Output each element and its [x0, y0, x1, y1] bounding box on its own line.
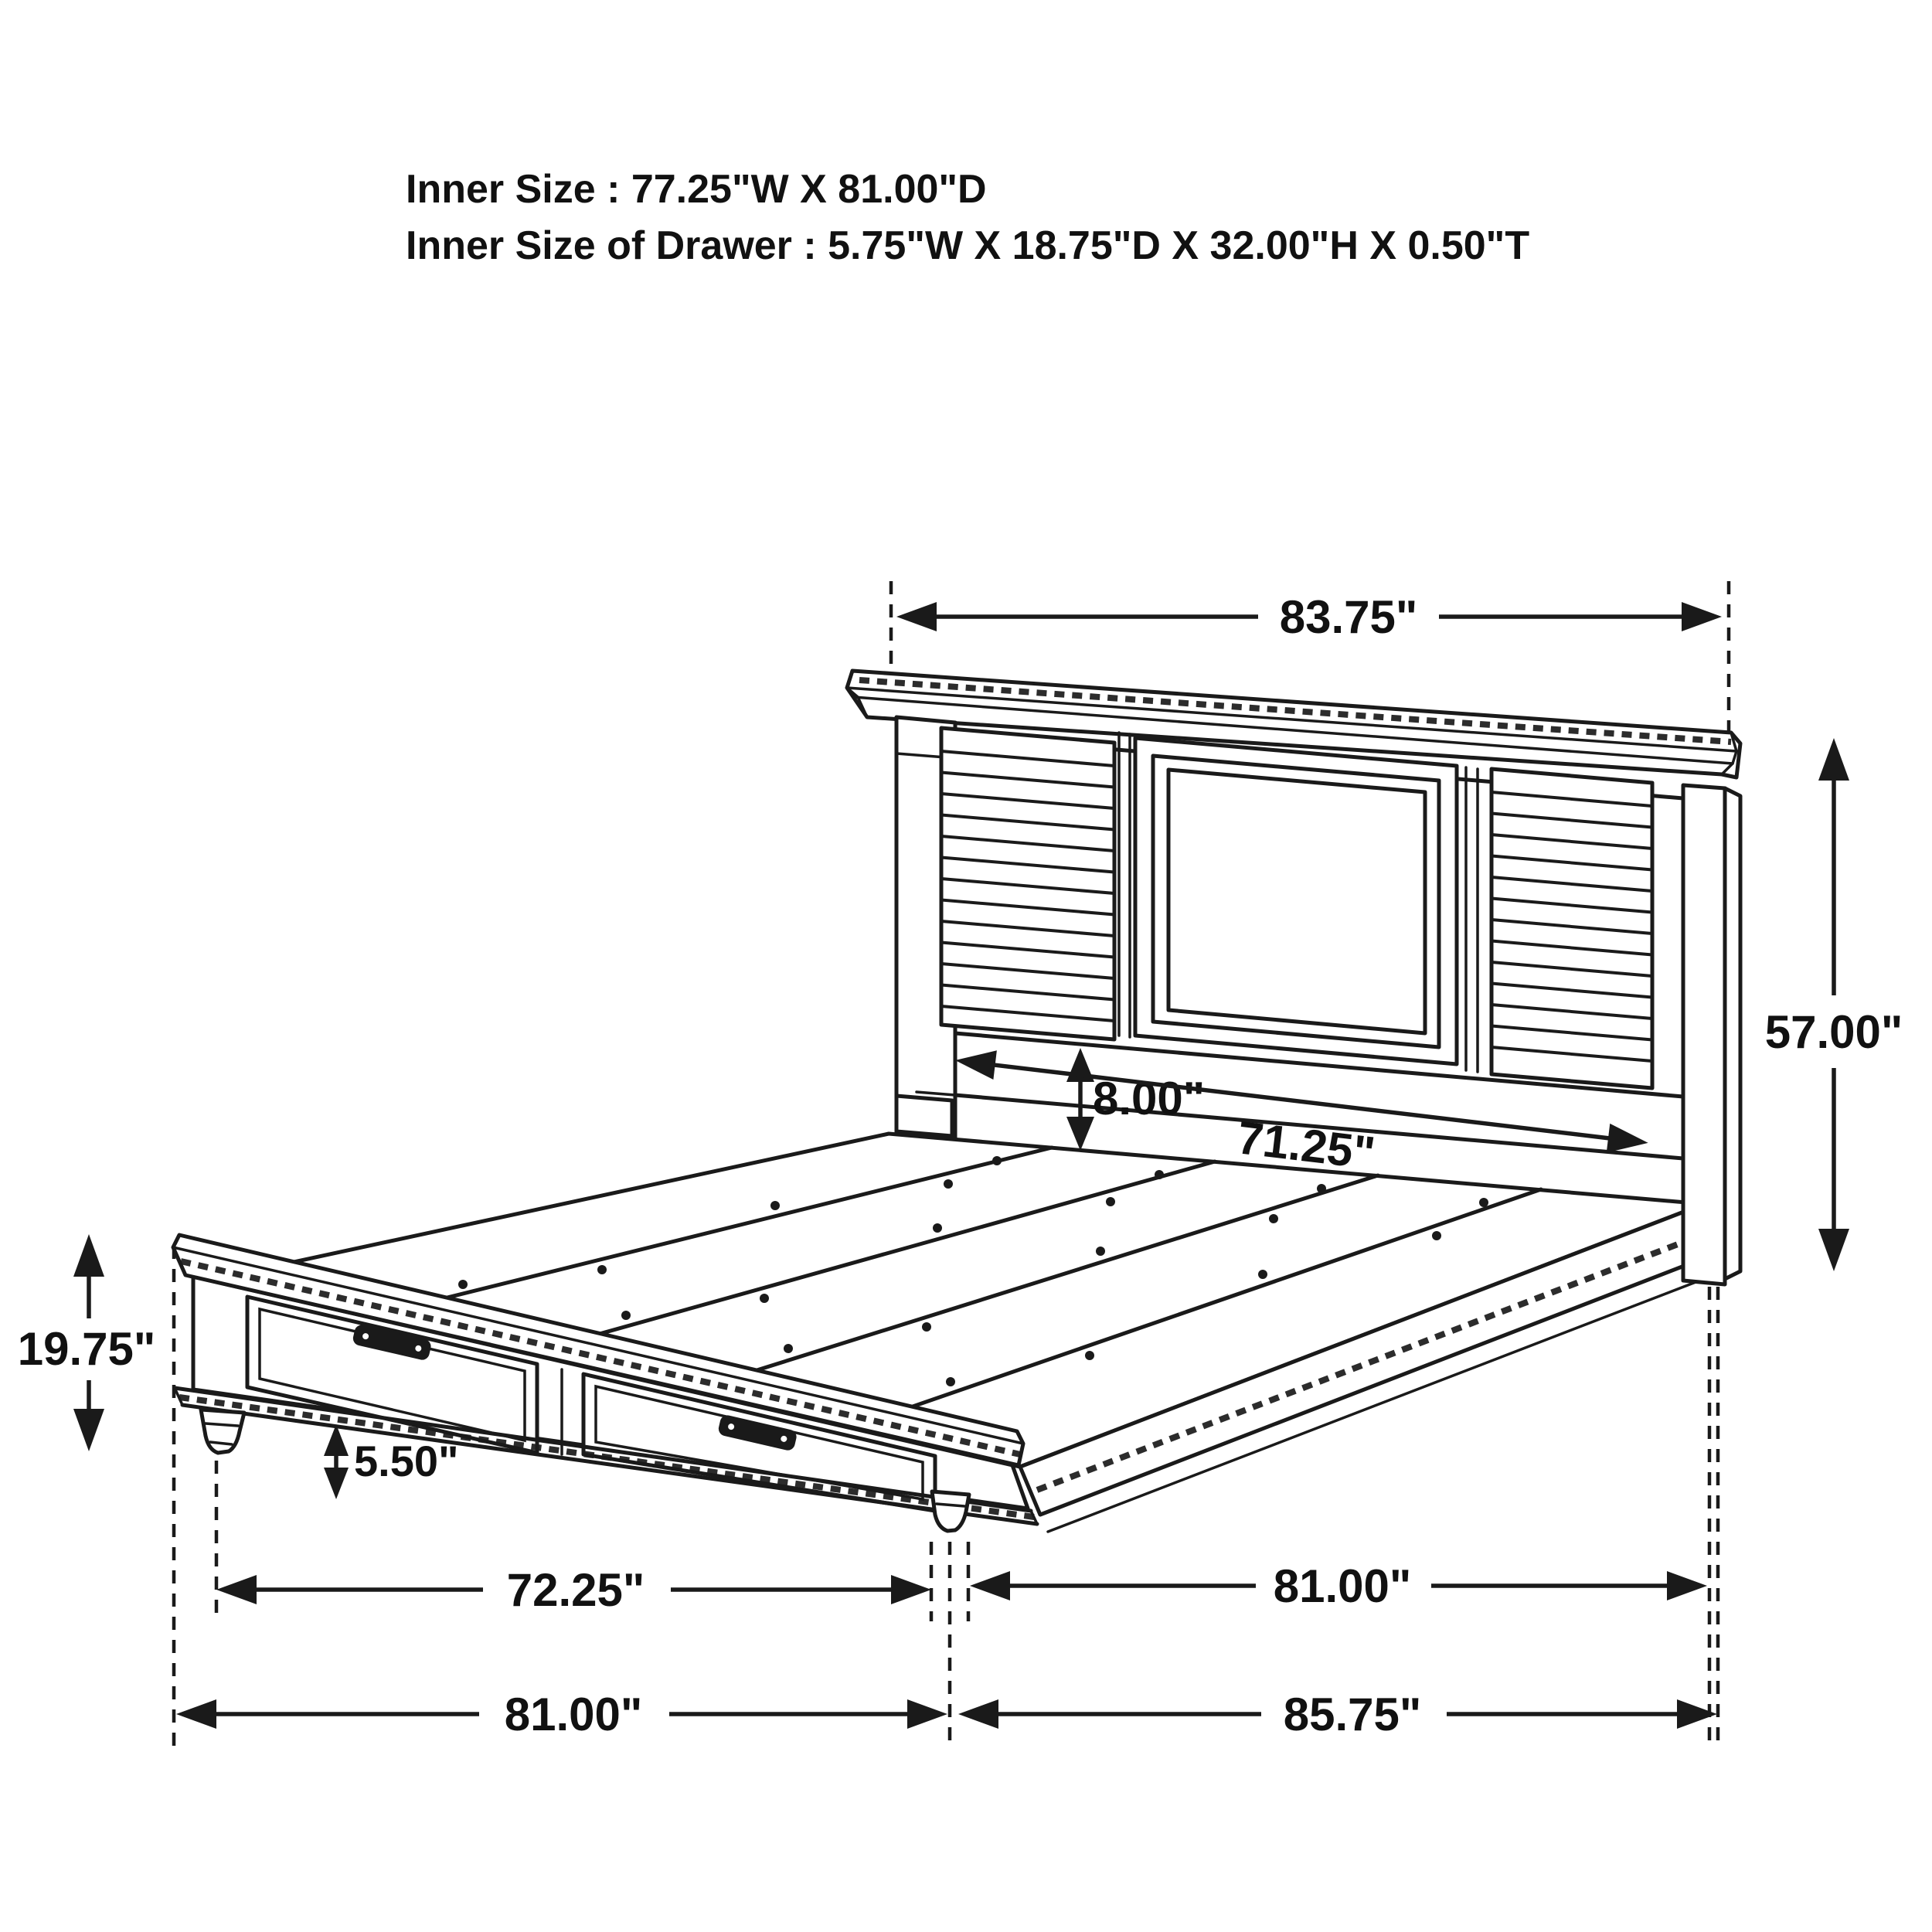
dimension-side-rail-length — [970, 1560, 1707, 1612]
headboard-left-leg — [896, 1096, 952, 1136]
dimension-footboard-inner-span — [216, 1564, 931, 1616]
headboard-right-post-side — [1725, 788, 1740, 1279]
dimension-headboard-width — [896, 591, 1722, 643]
dimension-footboard-width — [176, 1689, 947, 1740]
dimension-footboard-height — [18, 1234, 156, 1451]
dimension-label: 83.75" — [1279, 591, 1418, 643]
left-louver-panel — [941, 728, 1114, 1039]
dimension-label: 81.00" — [504, 1689, 643, 1740]
dimension-label: 81.00" — [1273, 1560, 1412, 1612]
inner-size-label: Inner Size : 77.25"W X 81.00"D — [406, 167, 987, 212]
dimension-overall-length — [958, 1689, 1717, 1740]
dimension-label: 19.75" — [17, 1323, 156, 1375]
dimension-label: 71.25" — [1234, 1111, 1378, 1179]
foot-right — [932, 1492, 969, 1531]
center-panel — [1135, 738, 1457, 1064]
dimension-label: 8.00" — [1093, 1073, 1206, 1124]
inner-drawer-size-label: Inner Size of Drawer : 5.75"W X 18.75"D X 32.00"H X 0.50"T — [406, 223, 1530, 268]
dimension-label: 5.50" — [354, 1437, 459, 1485]
headboard — [847, 671, 1740, 1158]
dimension-label: 85.75" — [1283, 1689, 1422, 1740]
foot-left — [201, 1410, 244, 1453]
dimension-label: 72.25" — [506, 1564, 645, 1616]
headboard-right-post — [1683, 785, 1740, 1284]
dimension-headboard-height — [1765, 738, 1903, 1271]
dimension-label: 57.00" — [1764, 1006, 1903, 1058]
right-louver-panel — [1492, 769, 1652, 1088]
